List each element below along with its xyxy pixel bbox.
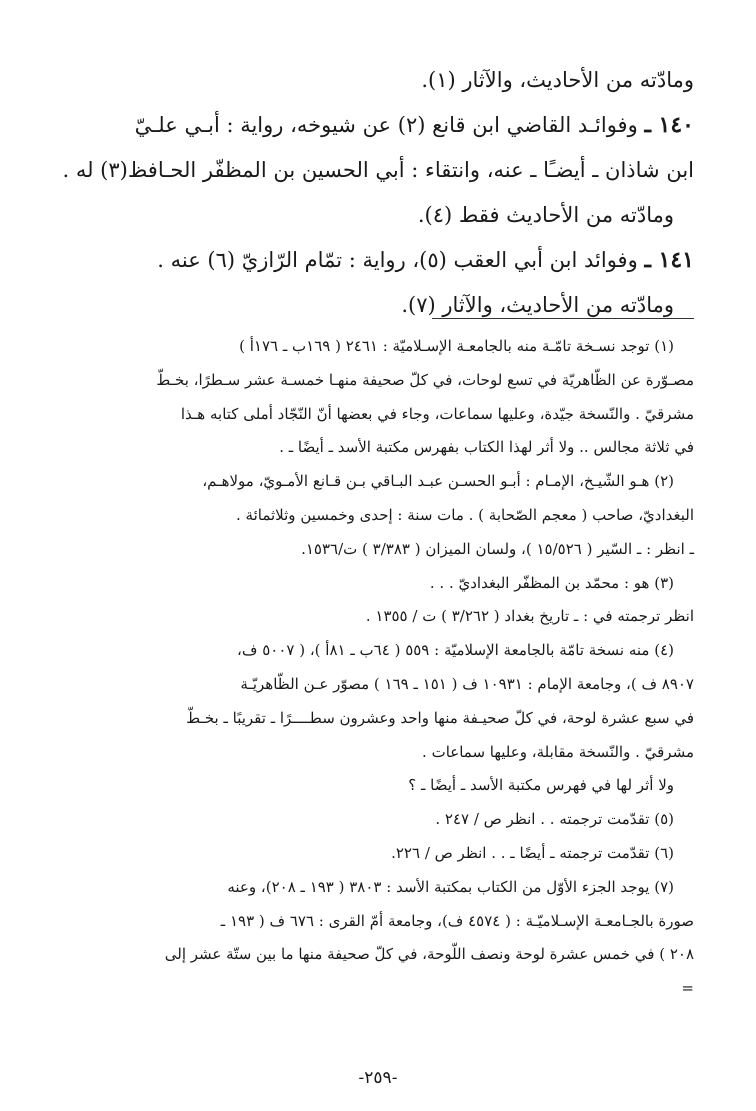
footnote-line: مصـوّرة عن الظّاهريّة في تسع لوحات، في كلّ صحيفة منهـا خمسـة عشر سـطرًا، بخـطّ: [156, 370, 694, 389]
main-line: ابن شاذان ـ أيضـًا ـ عنه، وانتقاء : أبي الحسين بن المظفّر الحـافظ(٣) له .: [62, 158, 694, 182]
main-line: ومادّته من الأحاديث، والآثار (٧).: [401, 293, 674, 317]
main-line: ومادّته من الأحاديث فقط (٤).: [417, 203, 674, 227]
footnote-line: (١) توجد نسـخة تامّـة منه بالجامعـة الإسـلاميّة : ٢٤٦١ ( ١٦٩ب ـ ١٧٦أ ): [239, 337, 674, 355]
footnote-line: ٢٠٨ ) في خمس عشرة لوحة ونصف اللّوحة، في كلّ صحيفة منها ما بين ستّة عشر إلى: [164, 945, 694, 964]
footnote-divider: [432, 318, 694, 319]
footnotes: [58, 330, 694, 1006]
footnote-line: انظر ترجمته في : ـ تاريخ بغداد ( ٣/٢٦٢ ) ت / ١٣٥٥ .: [365, 607, 694, 626]
footnote-line: ولا أثر لها في فهرس مكتبة الأسد ـ أيضًا ـ ؟: [408, 776, 674, 795]
main-line: ومادّته من الأحاديث، والآثار (١).: [421, 68, 694, 92]
continuation-mark: =: [681, 979, 694, 998]
footnote-line: (٦) تقدّمت ترجمته ـ أيضًا ـ . . انظر ص / ٢٢٦.: [391, 843, 674, 862]
footnote-line: (٤) منه نسخة تامّة بالجامعة الإسلاميّة : ٥٥٩ ( ٦٤ب ـ ٨١أ )، ( ٥٠٠٧ ف،: [237, 641, 674, 660]
footnote-line: في سبع عشرة لوحة، في كلّ صحيـفة منها واحد وعشرون سطــــرًا ـ تقريبًا ـ بخـطّ: [186, 708, 694, 727]
footnote-line: (٢) هـو الشّيـخ، الإمـام : أبـو الحسـن عبـد البـاقي بـن قـانع الأمـويّ، مولاهـم،: [202, 472, 674, 491]
entry-number: ١٤١ ـ: [644, 247, 694, 273]
footnote-line: (٣) هو : محمّد بن المظفّر البغداديّ . . .: [429, 573, 674, 592]
footnote-line: ٨٩٠٧ ف )، وجامعة الإمام : ١٠٩٣١ ف ( ١٥١ ـ ١٦٩ ) مصوّر عـن الظّاهريّـة: [240, 674, 694, 693]
footnote-line: مشرقيّ . والنّسخة جيّدة، وعليها سماعات، وجاء في بعضها أنّ النّجّاد أملى كتابه هـذا: [180, 404, 694, 423]
footnote-line: (٧) يوجد الجزء الأوّل من الكتاب بمكتبة الأسد : ٣٨٠٣ ( ١٩٣ ـ ٢٠٨)، وعنه: [227, 877, 674, 896]
footnote-line: ـ انظر : ـ السّير ( ١٥/٥٢٦ )، ولسان الميزان ( ٣/٣٨٣ ) ت/١٥٣٦.: [301, 539, 694, 558]
footnote-line: البغداديّ، صاحب ( معجم الصّحابة ) . مات سنة : إحدى وخمسين وثلاثمائة .: [236, 505, 694, 524]
footnote-line: مشرقيّ . والنّسخة مقابلة، وعليها سماعات .: [422, 742, 694, 761]
main-line: ١٤٠ ـ وفوائـد القاضي ابن قانع (٢) عن شيوخه، رواية : أبـي علـيّ: [134, 112, 694, 138]
main-text: [62, 58, 694, 328]
entry-number: ١٤٠ ـ: [644, 112, 694, 138]
footnote-line: صورة بالجـامعـة الإسـلاميّـة : ( ٤٥٧٤ ف)، وجامعة أمّ القرى : ٦٧٦ ف ( ١٩٣ ـ: [220, 911, 694, 930]
footnote-line: (٥) تقدّمت ترجمته . . انظر ص / ٢٤٧ .: [435, 810, 674, 829]
main-line: ١٤١ ـ وفوائد ابن أبي العقب (٥)، رواية : تمّام الرّازيّ (٦) عنه .: [157, 247, 694, 273]
footnote-line: في ثلاثة مجالس .. ولا أثر لهذا الكتاب بفهرس مكتبة الأسد ـ أيضًا ـ .: [279, 438, 694, 457]
page-number: -٢٥٩-: [358, 1068, 398, 1088]
